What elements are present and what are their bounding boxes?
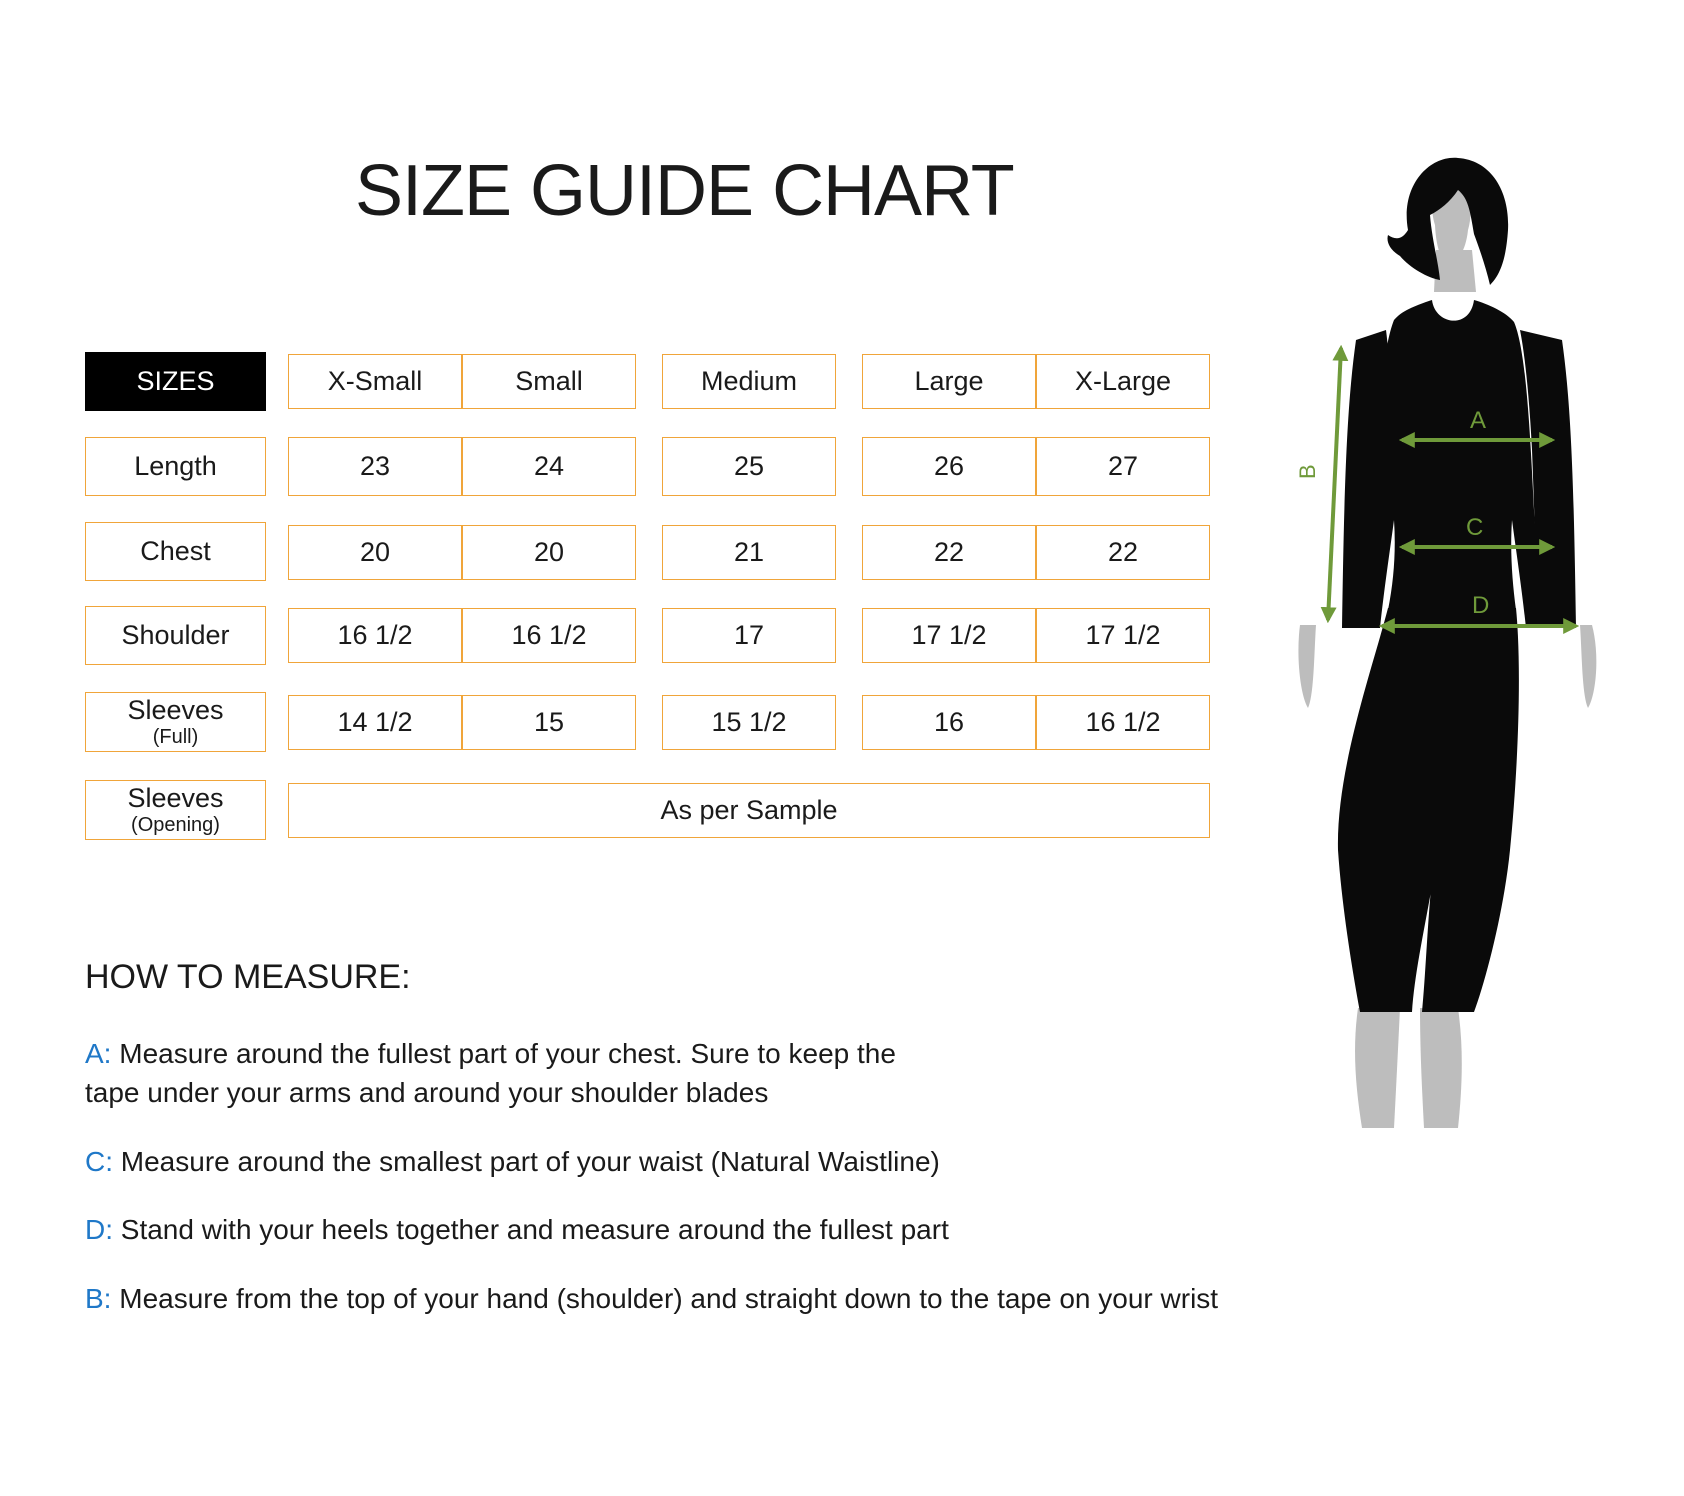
leggings-garment: [1338, 608, 1519, 1012]
table-cell: [662, 525, 836, 580]
table-cell: [462, 437, 636, 496]
cell-value: 17 1/2: [1085, 620, 1161, 650]
cell-value: 15 1/2: [711, 707, 787, 737]
cell-value: 25: [733, 451, 765, 481]
table-cell: [662, 695, 836, 750]
cell-value: 16 1/2: [511, 620, 587, 650]
instruction-b: [85, 1279, 1218, 1318]
instruction-d: [85, 1210, 949, 1249]
table-cell: [288, 695, 462, 750]
row-label-sleeves-opening: [85, 780, 266, 840]
col-label: Medium: [700, 366, 798, 396]
row-label-chest: [85, 522, 266, 581]
table-cell: [288, 608, 462, 663]
label-b: B: [1295, 464, 1320, 479]
table-cell: [1036, 525, 1210, 580]
instruction-key: C:: [85, 1146, 113, 1177]
table-cell: [862, 525, 1036, 580]
row-sublabel: (Full): [152, 726, 199, 748]
table-cell: [862, 437, 1036, 496]
table-cell: [1036, 437, 1210, 496]
table-cell: [1036, 608, 1210, 663]
cell-value: 22: [1107, 537, 1139, 567]
table-cell: [288, 525, 462, 580]
label-c: C: [1466, 514, 1484, 541]
row-label: Length: [134, 451, 217, 481]
body-silhouette-illustration: [1290, 150, 1610, 1140]
cell-value: 15: [533, 707, 565, 737]
cell-value: 17: [733, 620, 765, 650]
instruction-c: [85, 1142, 940, 1181]
instruction-key: B:: [85, 1283, 112, 1314]
cell-value: 22: [933, 537, 965, 567]
cell-value: 17 1/2: [911, 620, 987, 650]
instruction-text-cont: tape under your arms and around your shoulder blades: [85, 1077, 769, 1108]
instruction-key: A:: [85, 1038, 112, 1069]
row-label: Chest: [140, 536, 211, 566]
how-to-measure-heading: HOW TO MEASURE:: [85, 958, 411, 996]
page-title: SIZE GUIDE CHART: [355, 151, 1014, 231]
instruction-text: Measure around the fullest part of your chest. Sure to keep the: [111, 1038, 896, 1069]
row-label: Shoulder: [121, 620, 230, 650]
size-col-large: [862, 354, 1036, 409]
arrow-b: [1328, 348, 1341, 620]
cell-value: As per Sample: [660, 795, 838, 825]
label-d: D: [1472, 592, 1490, 619]
table-cell: [462, 525, 636, 580]
cell-value: 27: [1107, 451, 1139, 481]
size-col-xlarge: [1036, 354, 1210, 409]
size-col-xsmall: [288, 354, 462, 409]
table-cell: [662, 608, 836, 663]
cell-value: 14 1/2: [337, 707, 413, 737]
instruction-a: [85, 1034, 896, 1112]
sizes-header-label: SIZES: [136, 366, 215, 396]
instruction-key: D:: [85, 1214, 113, 1245]
cell-value: 20: [359, 537, 391, 567]
sizes-header-cell: [85, 352, 266, 411]
table-cell-span: [288, 783, 1210, 838]
label-a: A: [1470, 407, 1487, 434]
cell-value: 16: [933, 707, 965, 737]
cell-value: 24: [533, 451, 565, 481]
col-label: X-Large: [1074, 366, 1172, 396]
table-cell: [1036, 695, 1210, 750]
cell-value: 26: [933, 451, 965, 481]
col-label: Large: [914, 366, 984, 396]
cell-value: 23: [359, 451, 391, 481]
table-cell: [862, 695, 1036, 750]
cell-value: 20: [533, 537, 565, 567]
cell-value: 21: [733, 537, 765, 567]
instruction-text: Measure from the top of your hand (shoulder) and straight down to the tape on your wrist: [111, 1283, 1219, 1314]
row-label-sleeves-full: [85, 692, 266, 752]
table-cell: [862, 608, 1036, 663]
table-cell: [288, 437, 462, 496]
cell-value: 16 1/2: [337, 620, 413, 650]
measurement-figure: [1290, 150, 1610, 1140]
table-cell: [662, 437, 836, 496]
table-cell: [462, 608, 636, 663]
col-label: X-Small: [327, 366, 423, 396]
cell-value: 16 1/2: [1085, 707, 1161, 737]
size-col-medium: [662, 354, 836, 409]
instruction-text: Measure around the smallest part of your waist (Natural Waistline): [113, 1146, 940, 1177]
size-col-small: [462, 354, 636, 409]
row-label-length: [85, 437, 266, 496]
row-sublabel: (Opening): [131, 814, 220, 836]
row-label-shoulder: [85, 606, 266, 665]
col-label: Small: [515, 366, 583, 396]
row-label: Sleeves: [127, 695, 224, 725]
table-cell: [462, 695, 636, 750]
instruction-text: Stand with your heels together and measure around the fullest part: [113, 1214, 949, 1245]
row-label: Sleeves: [127, 783, 224, 813]
